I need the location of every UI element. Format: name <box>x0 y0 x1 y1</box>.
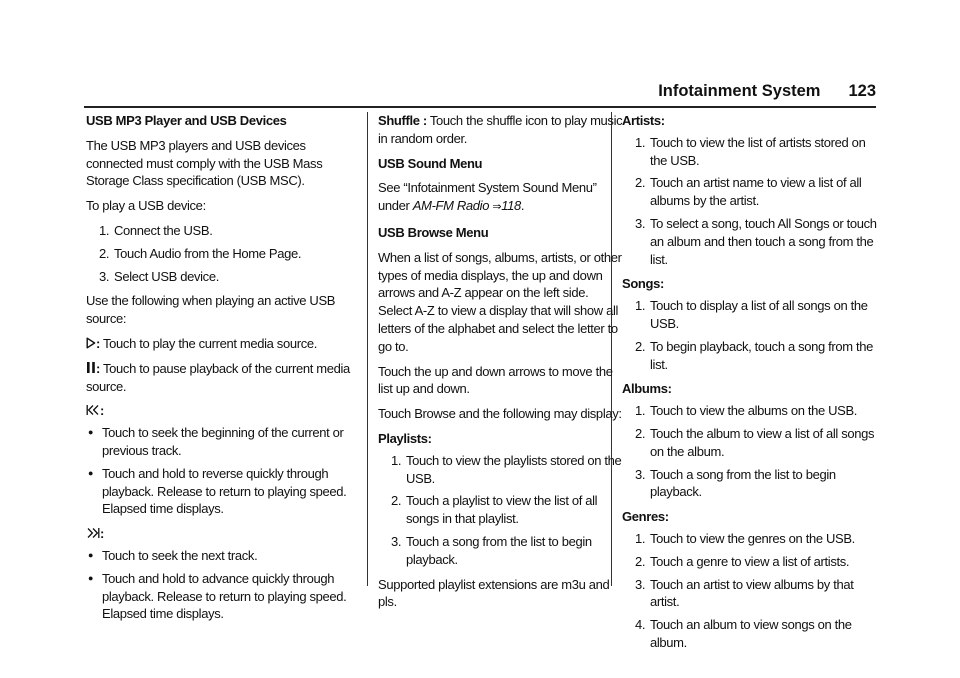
list-item <box>622 134 882 170</box>
list-item-text: Touch to view the playlists stored on the USB. <box>406 452 622 486</box>
list-item-text: Touch the album to view a list of all songs on the album. <box>650 425 875 459</box>
usb-heading: USB MP3 Player and USB Devices <box>86 113 287 128</box>
list-item-text: To begin playback, touch a song from the list. <box>650 338 874 372</box>
page-header <box>658 82 876 101</box>
sound-heading: USB Sound Menu <box>378 155 483 171</box>
albums-label: Albums: <box>622 381 672 397</box>
list-item <box>622 425 882 461</box>
list-item <box>622 338 882 374</box>
list-item-text: Select USB device. <box>114 268 219 284</box>
browse-p1: When a list of songs, albums, artists, or other types of media displays, the up and down arrows and A-Z appear on the left side. Select A-Z to view a display that will show all letters of the alphabet and select the letter to go to. <box>378 249 622 354</box>
next-icon-sep: : <box>100 526 104 542</box>
column-divider-1 <box>367 112 368 586</box>
bullet-text: Touch and hold to advance quickly through playback. Release to return to playing speed. Elapsed time displays. <box>102 570 347 622</box>
list-item <box>86 222 356 240</box>
header-rule <box>84 106 876 108</box>
list-item <box>622 616 882 652</box>
list-item-text: Touch a song from the list to begin playback. <box>406 533 592 567</box>
list-item-text: Touch an album to view songs on the album. <box>650 617 852 650</box>
page-ref-icon: ⇒ <box>492 201 502 214</box>
list-item-number: 3. <box>635 215 646 231</box>
list-item <box>378 533 624 569</box>
list-item-number: 3. <box>635 466 646 482</box>
list-item-number: 3. <box>99 268 110 284</box>
list-item-number: 2. <box>635 338 646 354</box>
bullet-item <box>86 547 356 565</box>
sound-ref-paragraph <box>378 179 624 217</box>
browse-p3: Touch Browse and the following may display: <box>378 406 622 422</box>
list-item-text: Touch to display a list of all songs on the USB. <box>650 298 868 331</box>
column-2 <box>378 112 624 618</box>
songs-steps <box>622 297 882 373</box>
list-item-text: Touch Audio from the Home Page. <box>114 245 302 261</box>
list-item-text: Touch a song from the list to begin playback. <box>650 466 836 500</box>
list-item-number: 3. <box>391 533 402 549</box>
bullet-icon: ● <box>88 427 94 438</box>
albums-steps <box>622 402 882 501</box>
playlists-steps <box>378 452 624 569</box>
bullet-item <box>86 570 356 623</box>
next-item <box>86 525 356 543</box>
list-item-text: To select a song, touch All Songs or touch an album and then touch a song from the list. <box>650 215 877 267</box>
list-item-number: 1. <box>99 222 110 238</box>
prev-item <box>86 402 356 420</box>
list-item-text: Touch to view the list of artists stored on the USB. <box>650 134 866 168</box>
sound-end: . <box>520 198 525 214</box>
bullet-text: Touch to seek the next track. <box>102 547 258 563</box>
play-icon-sep: : <box>96 335 100 351</box>
list-item <box>622 553 882 571</box>
bullet-item <box>86 424 356 460</box>
column-3 <box>622 112 882 659</box>
list-item-number: 2. <box>391 493 402 509</box>
list-item <box>378 492 624 528</box>
play-item <box>86 335 356 353</box>
list-item <box>622 466 882 502</box>
artists-label: Artists: <box>622 113 665 128</box>
list-item-text: Touch an artist to view albums by that artist. <box>650 576 854 610</box>
sound-pre: See “Infotainment System Sound Menu” under <box>378 180 597 214</box>
genres-steps <box>622 530 882 652</box>
list-item <box>622 576 882 612</box>
next-bullets <box>86 547 356 623</box>
sound-ref-link[interactable]: AM-FM Radio <box>412 198 490 214</box>
seek-back-icon <box>86 403 100 418</box>
browse-p2: Touch the up and down arrows to move the list up and down. <box>378 363 613 397</box>
bullet-icon: ● <box>88 467 94 478</box>
list-item-number: 1. <box>635 298 646 314</box>
playlist-ext: Supported playlist extensions are m3u and pls. <box>378 576 610 610</box>
list-item-text: Connect the USB. <box>114 222 213 238</box>
list-item <box>622 174 882 210</box>
list-item-number: 1. <box>391 452 402 468</box>
playlists-label: Playlists: <box>378 430 432 446</box>
play-intro: To play a USB device: <box>86 198 206 214</box>
songs-label: Songs: <box>622 276 664 292</box>
list-item <box>622 402 882 420</box>
list-item <box>622 215 882 268</box>
shuffle-label: Shuffle : <box>378 113 427 128</box>
play-icon <box>86 336 96 351</box>
sound-ref-page[interactable]: 118 <box>501 198 521 214</box>
list-item <box>86 268 356 286</box>
column-1 <box>86 112 356 630</box>
list-item-number: 4. <box>635 617 646 633</box>
browse-heading: USB Browse Menu <box>378 224 489 240</box>
list-item-text: Touch an artist name to view a list of all albums by the artist. <box>650 175 862 209</box>
prev-bullets <box>86 424 356 518</box>
list-item-number: 1. <box>635 530 646 546</box>
play-desc: Touch to play the current media source. <box>103 335 317 351</box>
list-item-number: 1. <box>635 134 646 150</box>
genres-label: Genres: <box>622 509 669 525</box>
pause-desc: Touch to pause playback of the current media source. <box>86 360 350 394</box>
pause-icon-sep: : <box>96 360 100 376</box>
list-item-number: 2. <box>635 425 646 441</box>
use-intro: Use the following when playing an active USB source: <box>86 293 336 327</box>
page-number: 123 <box>848 82 876 100</box>
shuffle-item <box>378 112 624 148</box>
play-steps <box>86 222 356 285</box>
pause-item <box>86 360 356 396</box>
pause-icon <box>86 361 96 376</box>
list-item-number: 2. <box>635 175 646 191</box>
bullet-icon: ● <box>88 549 94 560</box>
list-item-number: 3. <box>635 576 646 592</box>
list-item <box>622 297 882 333</box>
list-item <box>622 530 882 548</box>
usb-intro: The USB MP3 players and USB devices connected must comply with the USB Mass Storage Class specification (USB MSC). <box>86 137 323 189</box>
list-item-number: 2. <box>635 553 646 569</box>
seek-forward-icon <box>86 526 100 541</box>
shuffle-desc: Touch the shuffle icon to play music in random order. <box>378 113 623 146</box>
list-item-text: Touch a genre to view a list of artists. <box>650 553 850 569</box>
list-item-text: Touch to view the genres on the USB. <box>650 530 855 546</box>
section-title: Infotainment System <box>658 82 821 100</box>
list-item <box>86 245 356 263</box>
list-item-text: Touch to view the albums on the USB. <box>650 403 858 419</box>
list-item-number: 2. <box>99 245 110 261</box>
bullet-text: Touch and hold to reverse quickly through playback. Release to return to playing speed. Elapsed time displays. <box>102 465 347 517</box>
list-item-text: Touch a playlist to view the list of all songs in that playlist. <box>406 493 598 527</box>
list-item <box>378 452 624 488</box>
bullet-text: Touch to seek the beginning of the current or previous track. <box>102 425 344 458</box>
bullet-item <box>86 465 356 518</box>
artists-steps <box>622 134 882 269</box>
list-item-number: 1. <box>635 403 646 419</box>
prev-icon-sep: : <box>100 403 104 419</box>
bullet-icon: ● <box>88 572 94 583</box>
